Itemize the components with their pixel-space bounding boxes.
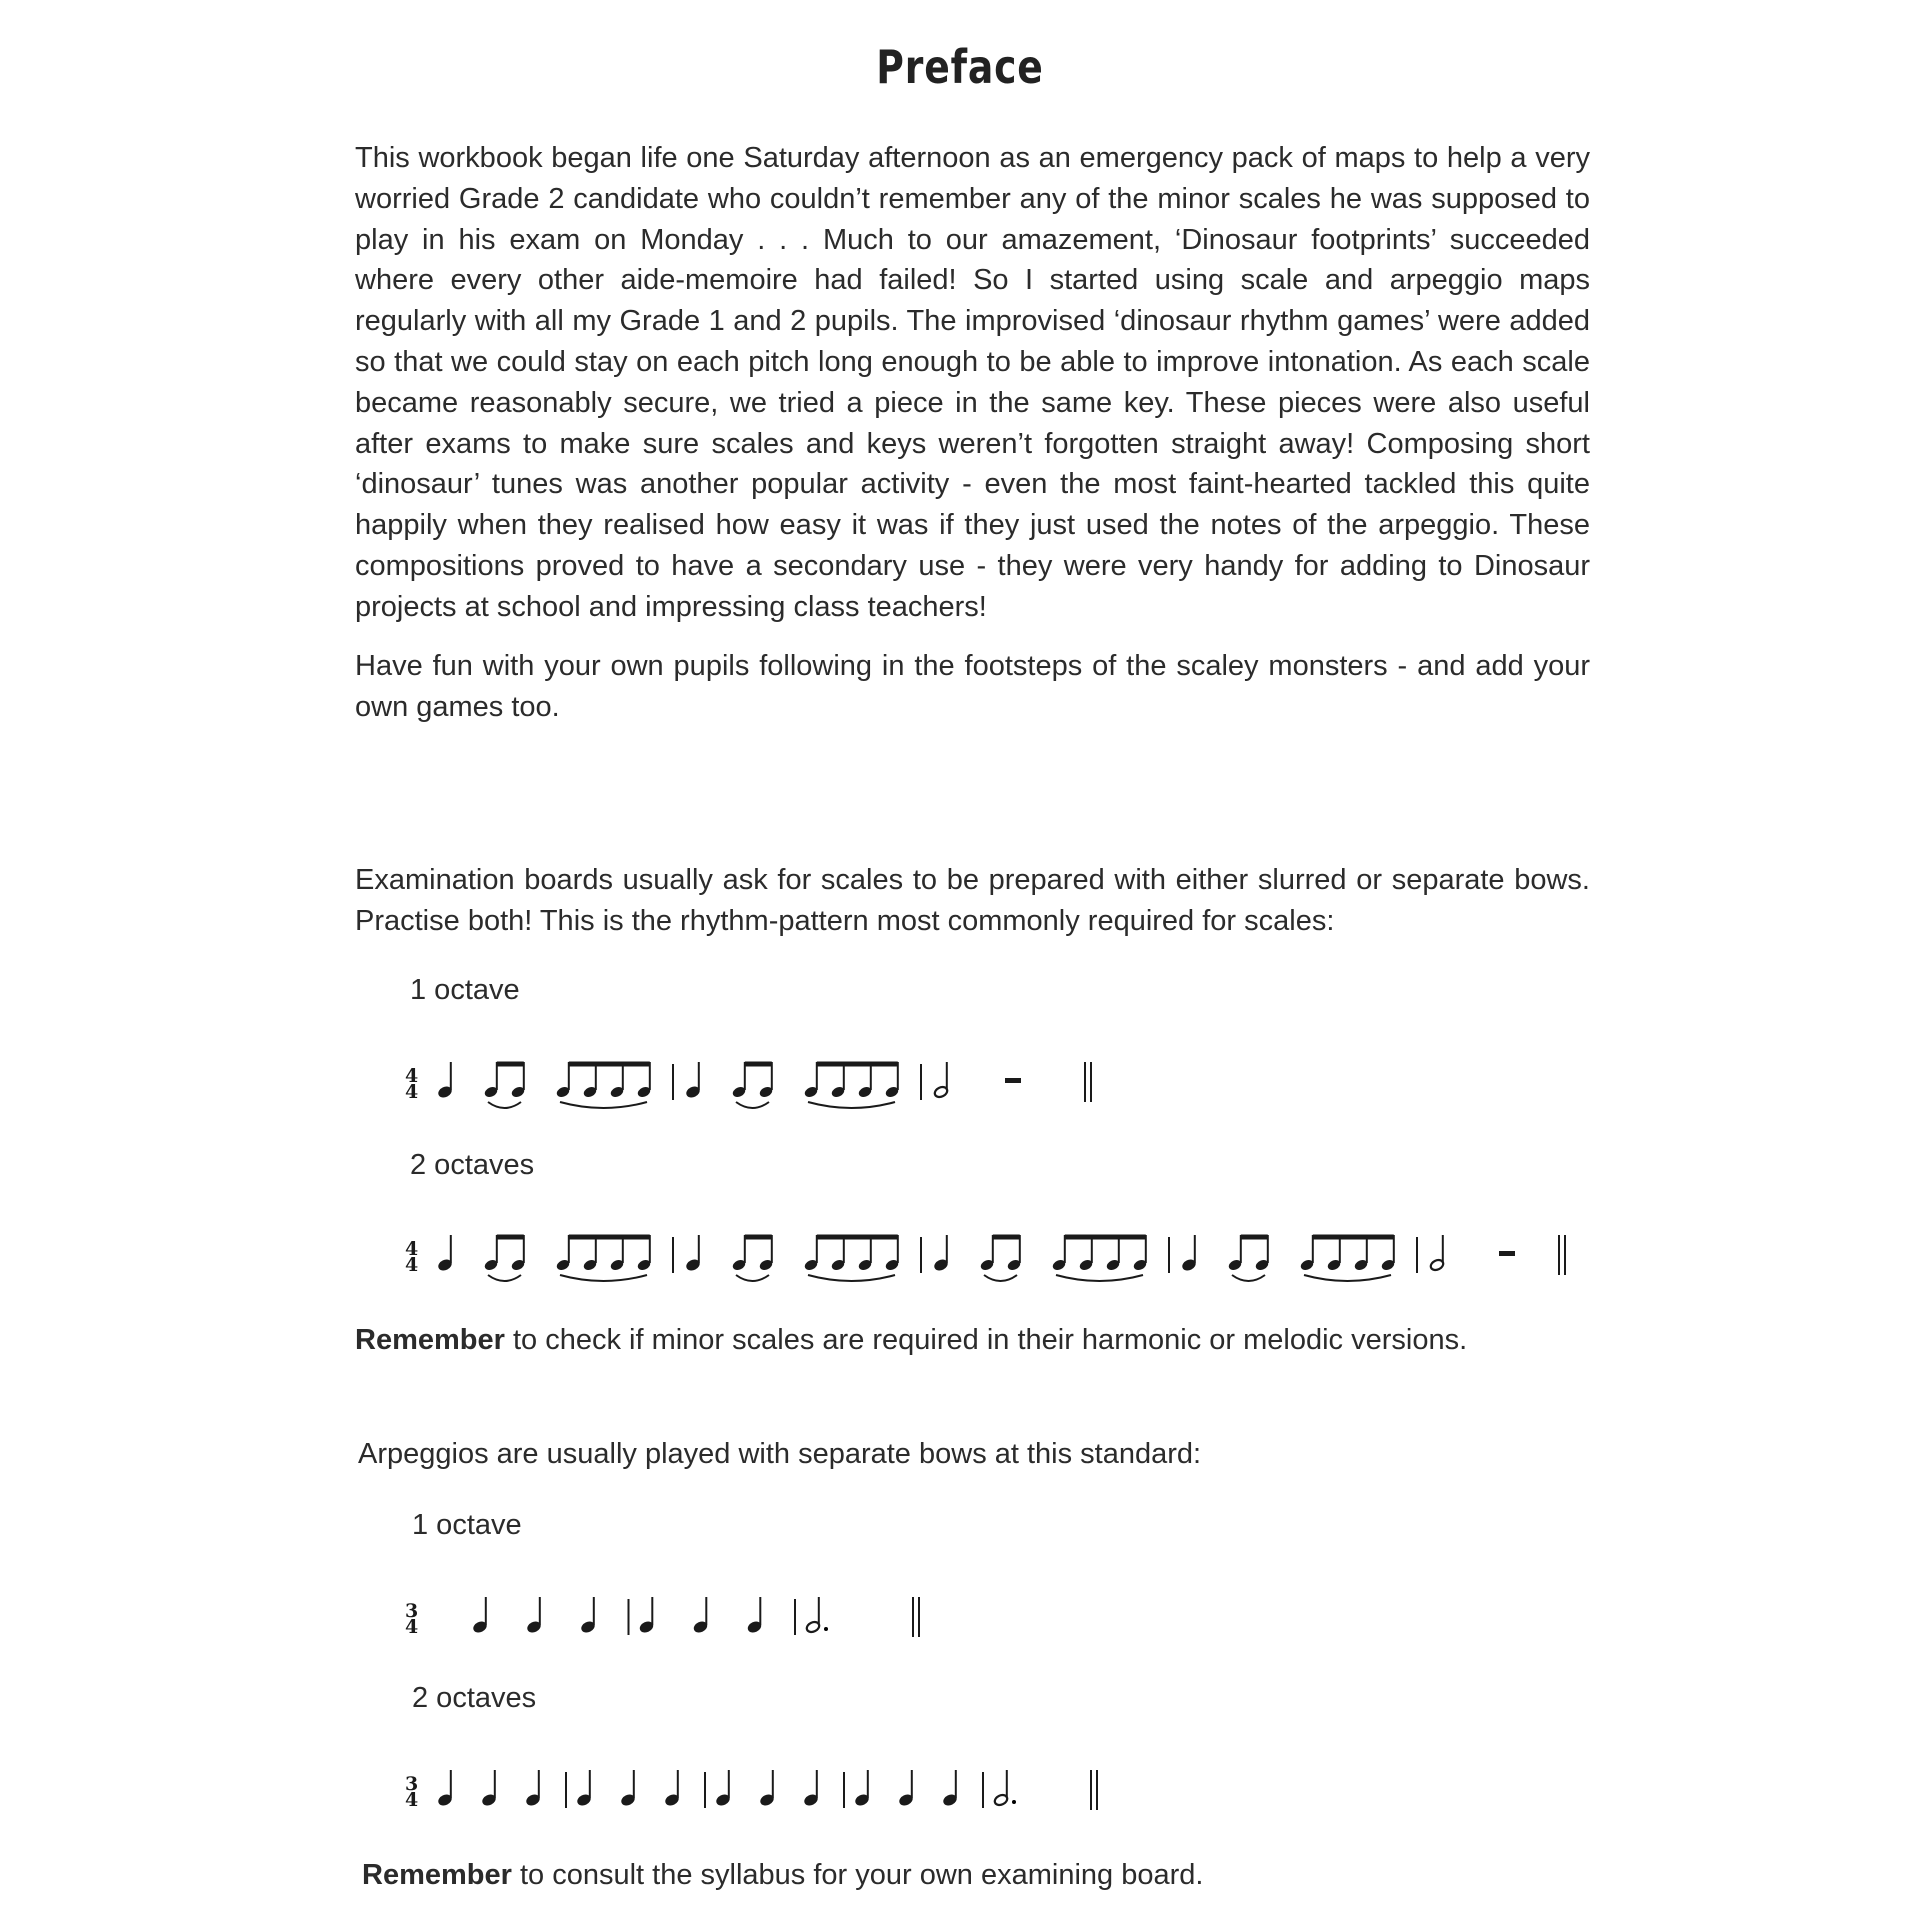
augmentation-dot (1012, 1800, 1016, 1804)
time-signature-top: 4 (405, 1065, 419, 1087)
scale-two-octaves-label: 2 octaves (410, 1149, 535, 1181)
page-title: Preface (876, 40, 1044, 94)
time-signature-bottom: 4 (405, 1254, 419, 1276)
time-signature-top: 4 (405, 1238, 419, 1260)
slur (560, 1275, 647, 1281)
scale-one-octave-label: 1 octave (410, 974, 520, 1006)
remember-syllabus (362, 1855, 1597, 1896)
time-signature-bottom: 4 (405, 1081, 419, 1103)
slur (1304, 1275, 1391, 1281)
exam-boards-paragraph: Examination boards usually ask for scales to be prepared with either slurred or separate bows. Practise both! This is the rhythm-pattern most commonly required for scales: (355, 864, 1590, 937)
augmentation-dot (824, 1627, 828, 1631)
intro-paragraph: This workbook began life one Saturday afternoon as an emergency pack of maps to help a very worried Grade 2 candidate who couldn’t remember any of the minor scales he was supposed to play in his exam on Monday . . . Much to our amazement, ‘Dinosaur footprints’ succeeded where every other aide-memoire had failed! So I started using scale and arpeggio maps regularly with all my Grade 1 and 2 pupils. The improvised ‘dinosaur rhythm games’ were added so that we could stay on each pitch long enough to be able to improve intonation. As each scale became reasonably secure, we tried a piece in the same key. These pieces were also useful after exams to make sure scales and keys weren’t forgotten straight away! Composing short ‘dinosaur’ tunes was another popular activity - even the most faint-hearted tackled this quite happily when they realised how easy it was if they just used the notes of the arpeggio. These compositions proved to have a secondary use - they were very handy for adding to Dinosaur projects at school and impressing class teachers! (355, 142, 1590, 623)
remember-minor-scales (355, 1320, 1590, 1361)
have-fun-paragraph: Have fun with your own pupils following in the footsteps of the scaley monsters - and add your own games too. (355, 650, 1590, 723)
arpeggio-two-octaves-rhythm (405, 1748, 1205, 1828)
remember-text: to check if minor scales are required in their harmonic or melodic versions. (504, 1324, 1468, 1356)
time-signature-bottom: 4 (405, 1616, 419, 1638)
arpeggio-one-octave-rhythm (405, 1575, 1005, 1655)
slur (736, 1102, 769, 1108)
arpeggios-paragraph: Arpeggios are usually played with separate bows at this standard: (358, 1438, 1202, 1470)
slur (736, 1275, 769, 1281)
half-rest (1499, 1251, 1515, 1256)
scale-one-octave-rhythm (405, 1040, 1205, 1120)
slur (560, 1102, 647, 1108)
arpeggio-two-octaves-label: 2 octaves (412, 1682, 537, 1714)
time-signature-bottom: 4 (405, 1789, 419, 1811)
slur (984, 1275, 1017, 1281)
half-rest (1005, 1078, 1021, 1083)
remember-label: Remember (355, 1324, 505, 1356)
arpeggio-one-octave-label: 1 octave (412, 1509, 522, 1541)
time-signature-top: 3 (405, 1600, 419, 1622)
slur (1056, 1275, 1143, 1281)
time-signature-top: 3 (405, 1773, 419, 1795)
slur (1232, 1275, 1265, 1281)
remember-text: to consult the syllabus for your own examining board. (511, 1859, 1204, 1891)
slur (808, 1102, 895, 1108)
slur (808, 1275, 895, 1281)
slur (488, 1275, 521, 1281)
scale-two-octaves-rhythm (405, 1213, 1605, 1293)
remember-label: Remember (362, 1859, 512, 1891)
slur (488, 1102, 521, 1108)
